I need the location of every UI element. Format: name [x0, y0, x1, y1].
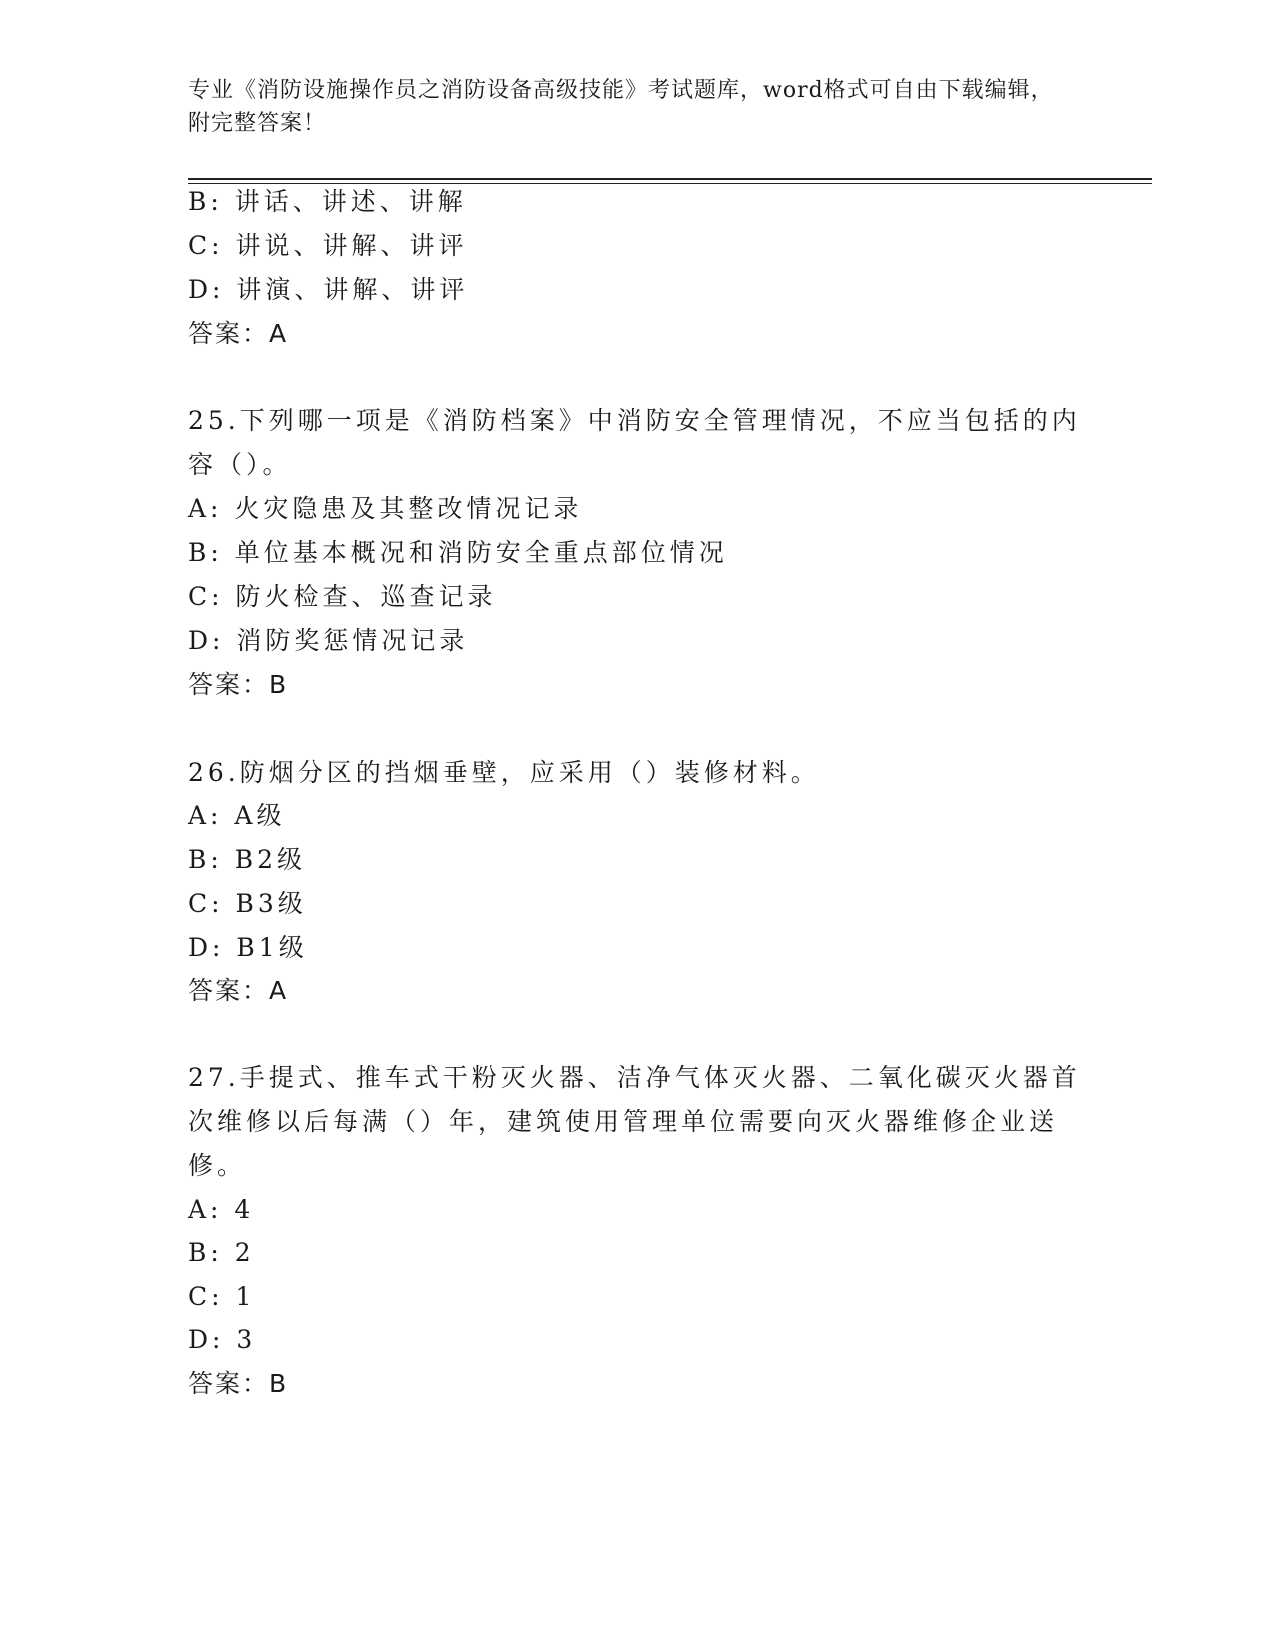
question-stem: 次维修以后每满（）年，建筑使用管理单位需要向灭火器维修企业送: [188, 1107, 1059, 1136]
option-b: B: 2: [188, 1238, 255, 1267]
answer: 答案：B: [188, 670, 289, 699]
option-c: C: B3级: [188, 889, 307, 918]
option-d: D: 3: [188, 1325, 257, 1354]
document-header: 专业《消防设施操作员之消防设备高级技能》考试题库，word格式可自由下载编辑，附完整答案！: [188, 78, 1054, 136]
option-c: C: 防火检查、巡查记录: [188, 582, 497, 611]
question-stem: 25.下列哪一项是《消防档案》中消防安全管理情况，不应当包括的内: [188, 406, 1081, 435]
answer: 答案：B: [188, 1369, 289, 1398]
option-a: A: 火灾隐患及其整改情况记录: [188, 494, 583, 523]
option-a: A: A级: [188, 801, 286, 830]
answer: 答案：A: [188, 976, 289, 1005]
option-b: B: B2级: [188, 845, 307, 874]
question-stem: 27.手提式、推车式干粉灭火器、洁净气体灭火器、二氧化碳灭火器首: [188, 1063, 1081, 1092]
header-divider-thick: [188, 178, 1152, 180]
option-b: B: 单位基本概况和消防安全重点部位情况: [188, 538, 728, 567]
option-c: C: 1: [188, 1282, 256, 1311]
option-d: D: B1级: [188, 933, 308, 962]
question-stem: 容（）。: [188, 450, 292, 479]
answer: 答案：A: [188, 319, 289, 348]
question-stem: 26.防烟分区的挡烟垂壁，应采用（）装修材料。: [188, 758, 820, 787]
question-stem: 修。: [188, 1151, 247, 1180]
header-divider-thin: [188, 183, 1152, 184]
option-d: D: 消防奖惩情况记录: [188, 626, 469, 655]
option-b: B: 讲话、讲述、讲解: [188, 187, 467, 216]
option-a: A: 4: [188, 1195, 255, 1224]
option-d: D: 讲演、讲解、讲评: [188, 275, 469, 304]
option-c: C: 讲说、讲解、讲评: [188, 231, 468, 260]
